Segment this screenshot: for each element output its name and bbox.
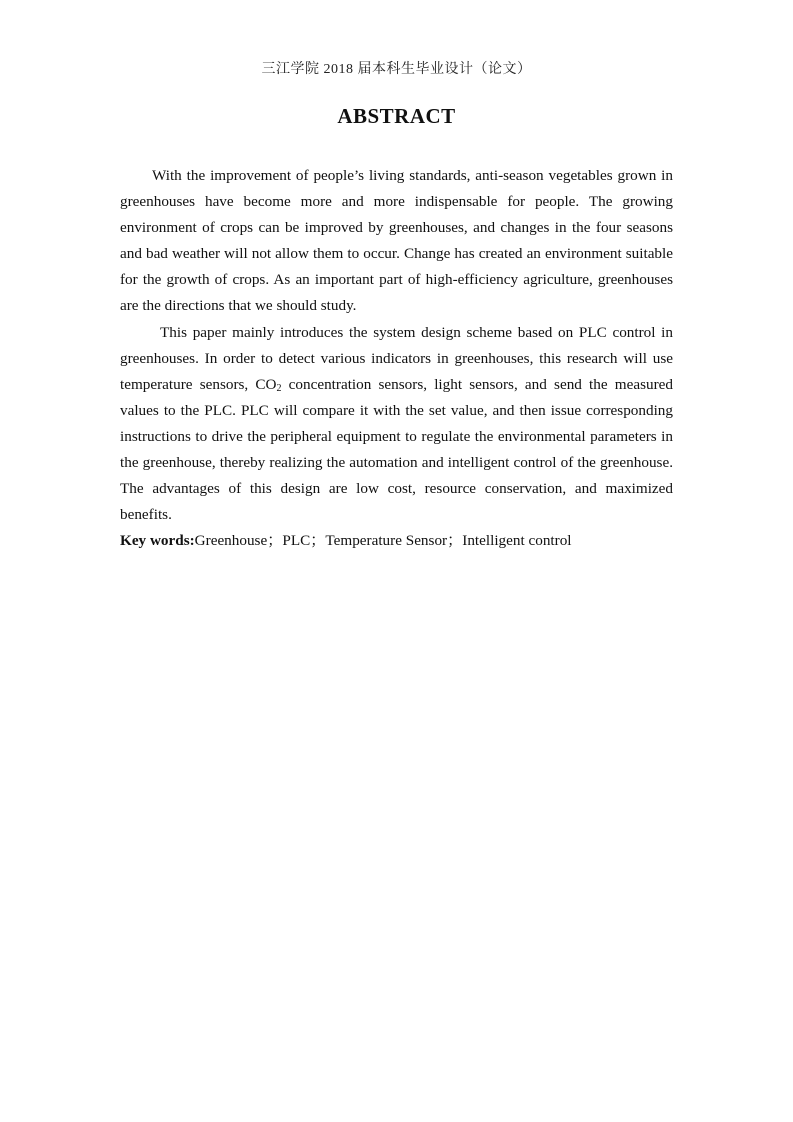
co2-subscript: 2 — [276, 382, 282, 394]
abstract-title: ABSTRACT — [337, 104, 456, 128]
paragraph-2-text-start: This paper mainly introduces the system design scheme based on PLC control in greenhouses. In order to detect various indicators in greenhouses, this research will use temperature sensors, CO — [120, 323, 673, 393]
abstract-body — [120, 163, 673, 554]
keywords-line — [120, 528, 673, 554]
paragraph-2-text-end: concentration sensors, light sensors, and send the measured values to the PLC. PLC will compare it with the set value, and then issue corresponding instructions to drive the peripheral equipment to regulate the environmental parameters in the greenhouse, thereby realizing the automation and intelligent control of the greenhouse. The advantages of this design are low cost, resource conservation, and maximized benefits. — [120, 375, 673, 524]
keywords-label: Key words: — [120, 532, 195, 550]
abstract-paragraph-1: With the improvement of people’s living standards, anti-season vegetables grown in greenhouses have become more and more indispensable for people. The growing environment of crops can be improved by greenhouses, and changes in the four seasons and bad weather will not allow them to occur. Change has created an environment suitable for the growth of crops. As an important part of high-efficiency agriculture, greenhouses are the directions that we should study. — [120, 167, 673, 315]
page-header: 三江学院 2018 届本科生毕业设计（论文） — [261, 62, 532, 77]
keywords-text: Greenhouse；PLC；Temperature Sensor；Intelligent control — [194, 532, 572, 550]
abstract-paragraph-2 — [120, 320, 673, 529]
